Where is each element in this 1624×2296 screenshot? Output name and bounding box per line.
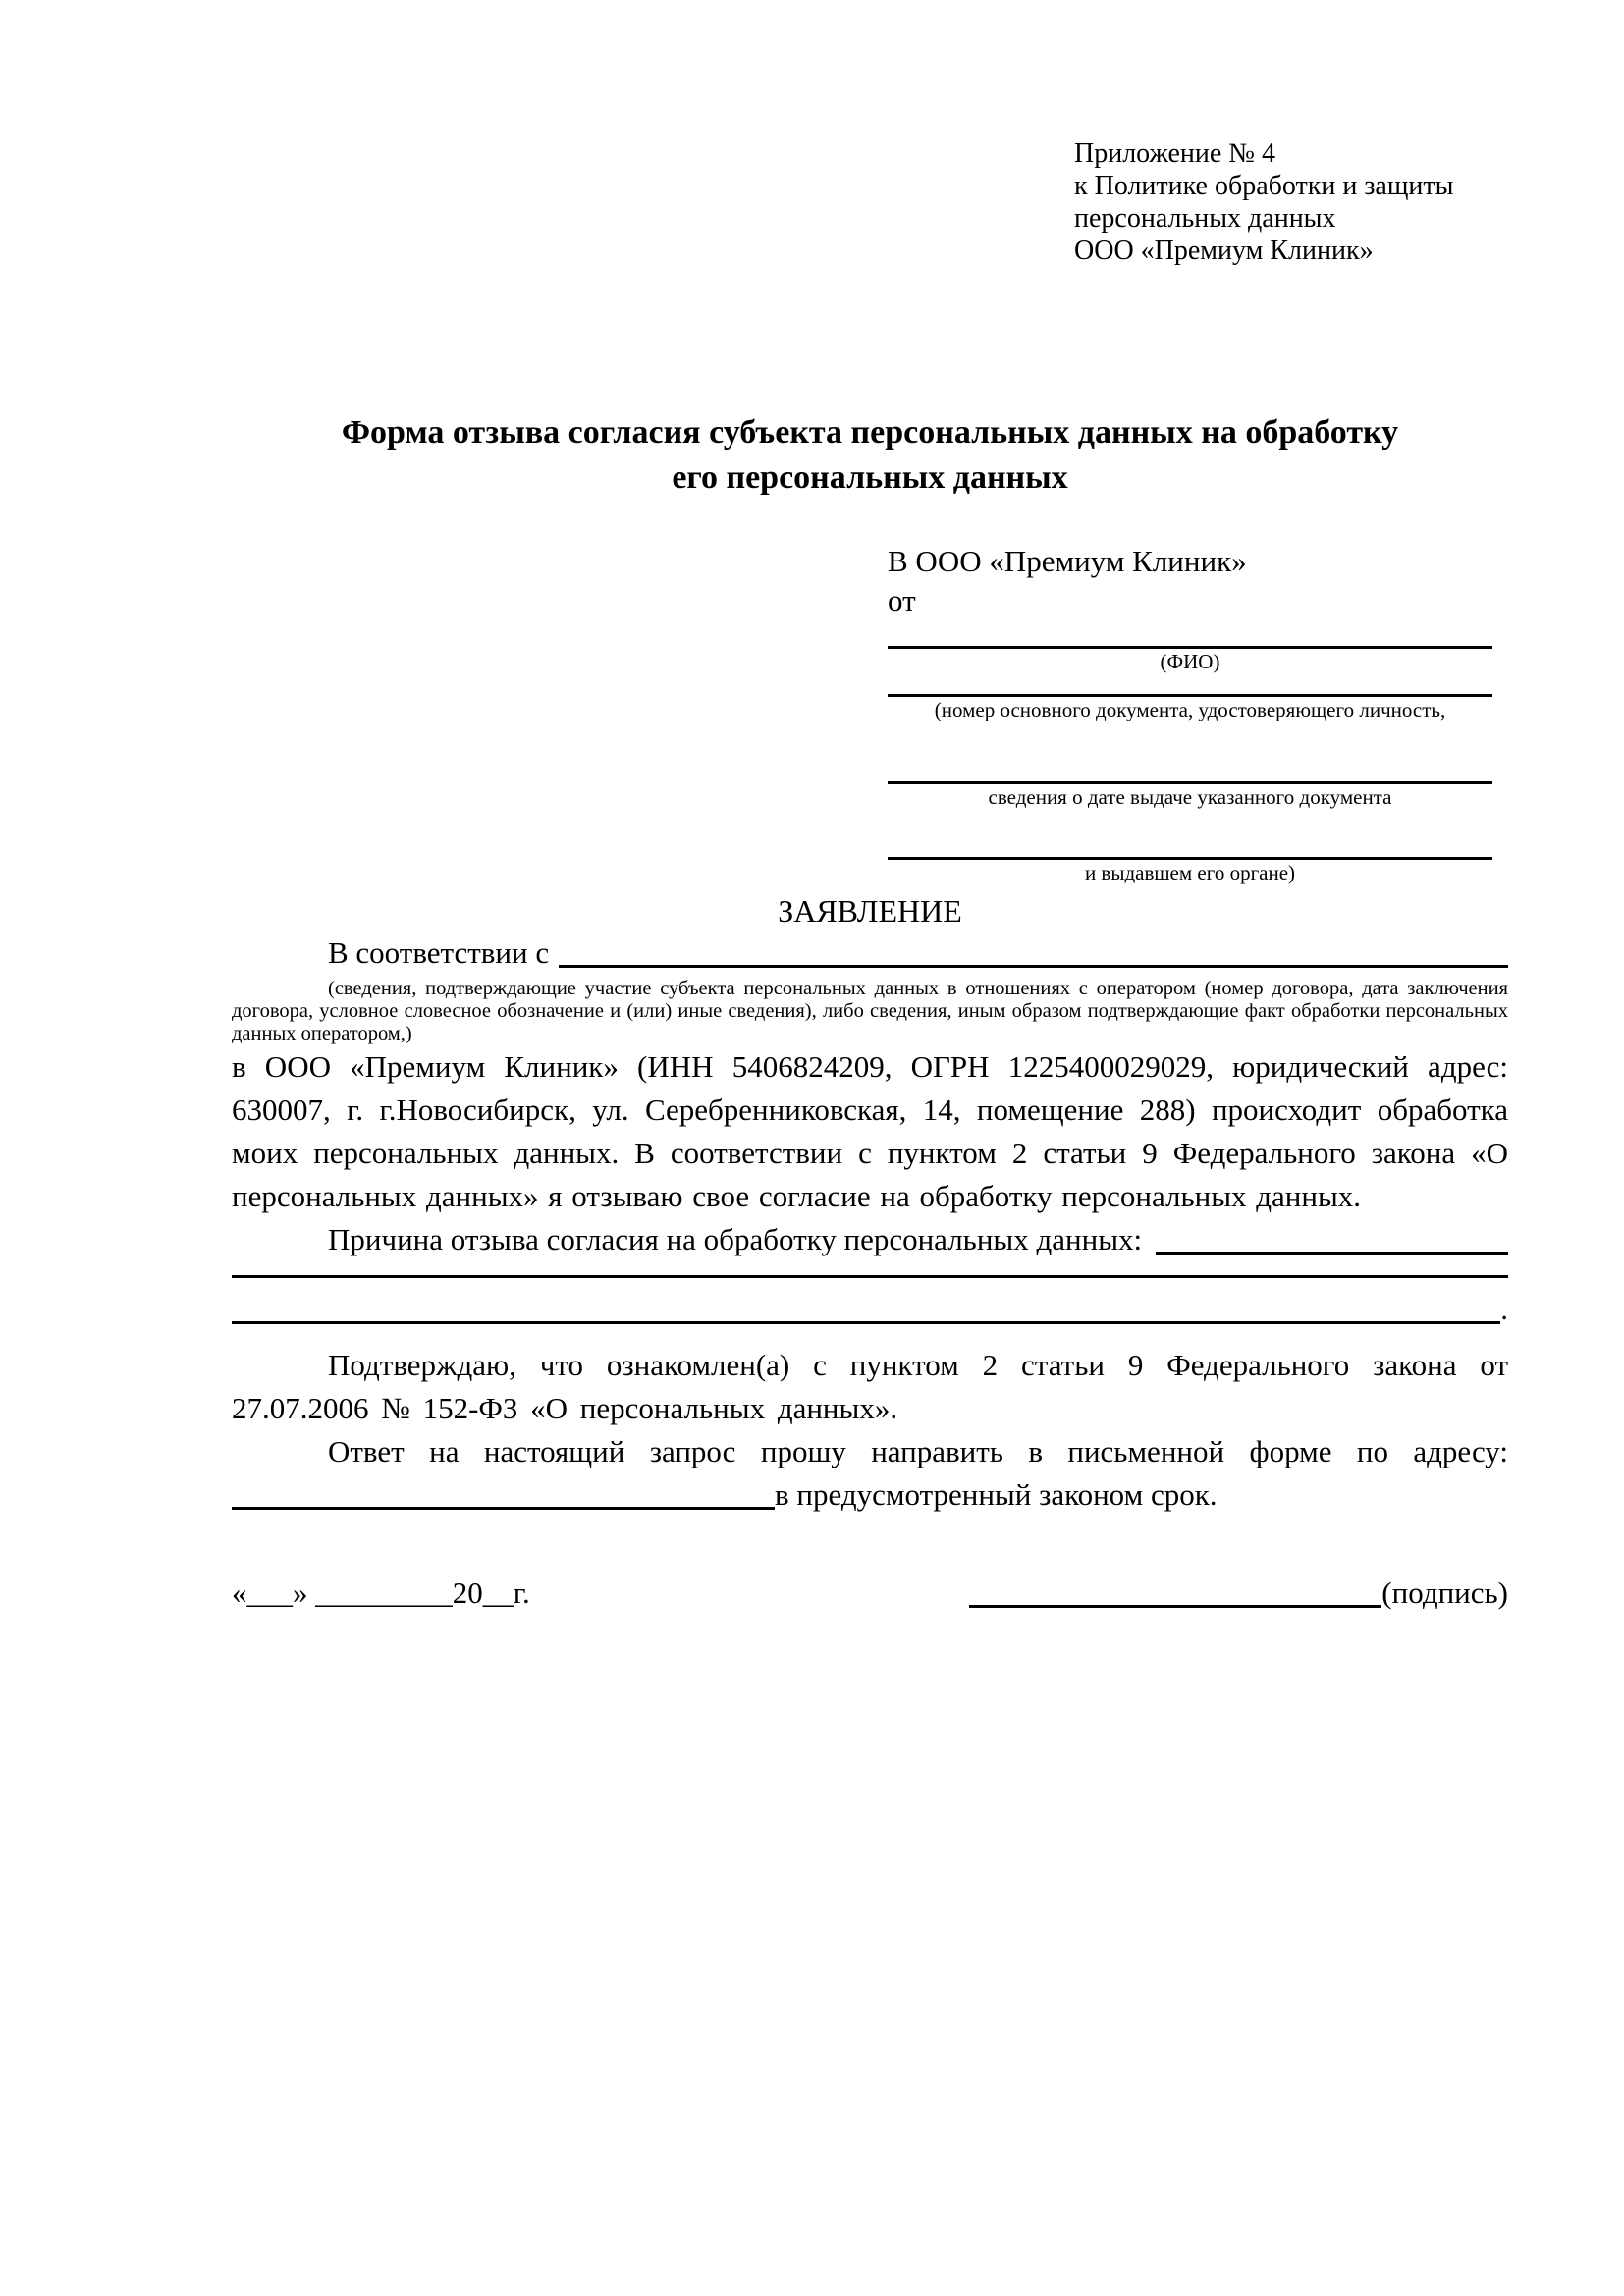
document-title-line1: Форма отзыва согласия субъекта персональных данных на обработку [341,414,1399,451]
reason-blank-row-2-line [232,1275,1500,1324]
appendix-header-line: Приложение № 4 [1074,138,1275,169]
appendix-header [1074,137,1508,267]
appendix-header-line: ООО «Премиум Клиник» [1074,236,1374,266]
intro-footnote: (сведения, подтверждающие участие субъекта персональных данных в отношениях с оператором (номер договора, дата заключения договора, условное словесное обозначение и (или) иные сведения), либо сведения, иным образом подтверждающие факт обработки персональных данных оператором,) [232,978,1508,1044]
reply-request-paragraph: Ответ на настоящий запрос прошу направить в письменной форме по адресу: [328,1434,1508,1468]
reason-end-period: . [1500,1292,1508,1326]
document-number-blank-line [888,674,1492,697]
reason-blank-row-2 [232,1278,1508,1324]
signature-caption: (подпись) [1381,1575,1508,1610]
issuing-authority-caption: и выдавшем его органе) [1084,861,1296,884]
intro-line [232,933,1508,974]
appendix-header-line: к Политике обработки и защиты [1074,171,1454,201]
fio-caption: (ФИО) [1160,650,1220,673]
fio-blank-line [888,620,1492,649]
reason-label: Причина отзыва согласия на обработку персональных данных: [328,1222,1143,1256]
document-title [232,410,1508,501]
addressee-to: В ООО «Премиум Клиник» [888,544,1247,578]
document-title-line2: его персональных данных [672,459,1068,496]
addressee-block [888,542,1492,885]
document-number-caption: (номер основного документа, удостоверяющего личность, [934,698,1446,721]
date-signature-row [232,1571,1508,1615]
signature-area [969,1571,1508,1615]
reply-suffix: в предусмотренный законом срок. [775,1477,1218,1512]
document-content [232,0,1508,1615]
reply-address-blank-line [232,1473,775,1510]
issue-date-blank-line [888,722,1492,784]
statement-body: в ООО «Премиум Клиник» (ИНН 5406824209, ОГРН 1225400029029, юридический адрес: 630007, г. г.Новосибирск, ул. Серебренниковская, 14, помещение 288) происходит обработка моих персональных данных. В соответствии с пунктом 2 статьи 9 Федерального закона «О персональных данных» я отзываю свое согласие на обработку персональных данных. [232,1049,1508,1213]
issue-date-caption: сведения о дате выдаче указанного документа [988,785,1392,809]
confirmation-paragraph: Подтверждаю, что ознакомлен(а) с пунктом 2 статьи 9 Федерального закона от 27.07.2006 № 152-ФЗ «О персональных данных». [232,1348,1508,1425]
reply-address-line [232,1473,1508,1517]
signature-blank-line [969,1571,1381,1608]
appendix-header-line: персональных данных [1074,203,1336,234]
reason-line [232,1218,1508,1261]
addressee-from-label: от [888,583,916,617]
intro-prefix: В соответствии с [328,935,550,970]
date-line: «___» _________20__г. [232,1575,530,1610]
issuing-authority-blank-line [888,810,1492,860]
intro-blank-line [559,933,1508,968]
reason-blank-line [1156,1218,1508,1255]
statement-heading: ЗАЯВЛЕНИЕ [778,893,962,929]
